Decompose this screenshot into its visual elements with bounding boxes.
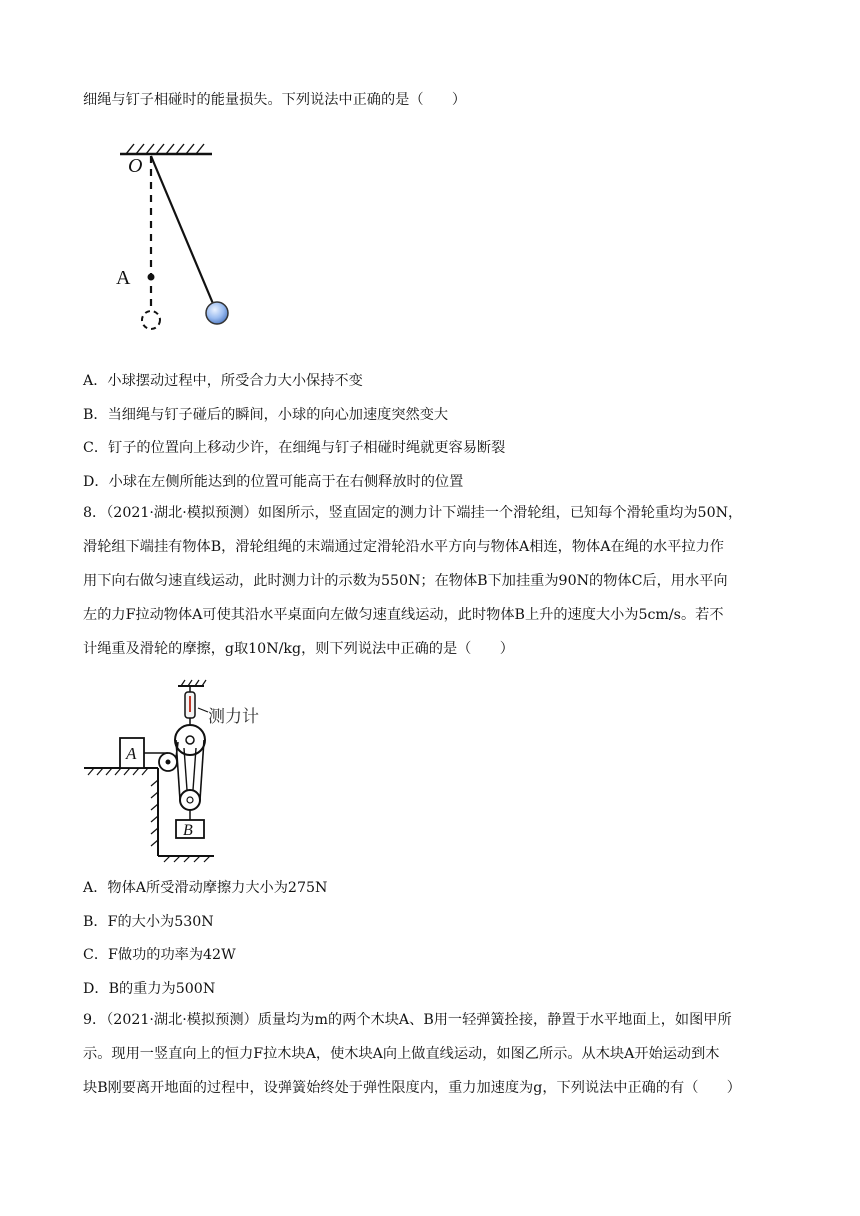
q7-intro: 细绳与钉子相碰时的能量损失。下列说法中正确的是（ ） bbox=[83, 92, 467, 108]
label-block-B: B bbox=[183, 822, 193, 839]
q8-option-d: D．B的重力为500N bbox=[83, 981, 216, 997]
label-O: O bbox=[128, 155, 143, 177]
label-meter: 测力计 bbox=[208, 707, 259, 727]
q9-line-1: 9．（2021·湖北·模拟预测）质量均为m的两个木块A、B用一轻弹簧拴接，静置于水平地面上，如图甲所 bbox=[83, 1012, 732, 1028]
q8-option-c: C．F做功的功率为42W bbox=[83, 947, 236, 963]
q8-line-5: 计绳重及滑轮的摩擦，g取10N/kg，则下列说法中正确的是（ ） bbox=[83, 641, 514, 657]
dashed-ball bbox=[142, 311, 160, 329]
q8-text bbox=[83, 496, 783, 666]
q8-option-b: B．F的大小为530N bbox=[83, 914, 214, 930]
label-A: A bbox=[116, 267, 131, 289]
ceiling-hatch bbox=[126, 144, 204, 154]
pendulum-string bbox=[151, 156, 214, 306]
pendulum-figure bbox=[110, 138, 250, 330]
q9-text bbox=[83, 1003, 783, 1105]
q8-line-4: 左的力F拉动物体A可使其沿水平桌面向左做匀速直线运动，此时物体B上升的速度大小为5cm/s。若不 bbox=[83, 607, 724, 623]
q8-line-2: 滑轮组下端挂有物体B，滑轮组绳的末端通过定滑轮沿水平方向与物体A相连，物体A在绳的水平拉力作 bbox=[83, 539, 724, 555]
pulley-figure bbox=[84, 678, 284, 863]
q8-option-a: A．物体A所受滑动摩擦力大小为275N bbox=[83, 880, 328, 896]
q8-line-1: 8．（2021·湖北·模拟预测）如图所示，竖直固定的测力计下端挂一个滑轮组，已知每个滑轮重均为50N， bbox=[83, 505, 743, 521]
q9-line-3: 块B刚要离开地面的过程中，设弹簧始终处于弹性限度内，重力加速度为g，下列说法中正确的有（ ） bbox=[83, 1080, 741, 1096]
nail-A bbox=[148, 274, 155, 281]
q9-line-2: 示。现用一竖直向上的恒力F拉木块A，使木块A向上做直线运动，如图乙所示。从木块A开始运动到木 bbox=[83, 1046, 720, 1062]
q7-option-d: D．小球在左侧所能达到的位置可能高于在右侧释放时的位置 bbox=[83, 474, 464, 490]
label-block-A: A bbox=[126, 744, 137, 763]
q7-option-b: B．当细绳与钉子碰后的瞬间，小球的向心加速度突然变大 bbox=[83, 407, 449, 423]
pendulum-ball bbox=[206, 302, 228, 324]
q7-option-a: A．小球摆动过程中，所受合力大小保持不变 bbox=[83, 373, 363, 389]
q8-line-3: 用下向右做匀速直线运动，此时测力计的示数为550N；在物体B下加挂重为90N的物体C后，用水平向 bbox=[83, 573, 728, 589]
q7-option-c: C．钉子的位置向上移动少许，在细绳与钉子相碰时绳就更容易断裂 bbox=[83, 440, 506, 456]
